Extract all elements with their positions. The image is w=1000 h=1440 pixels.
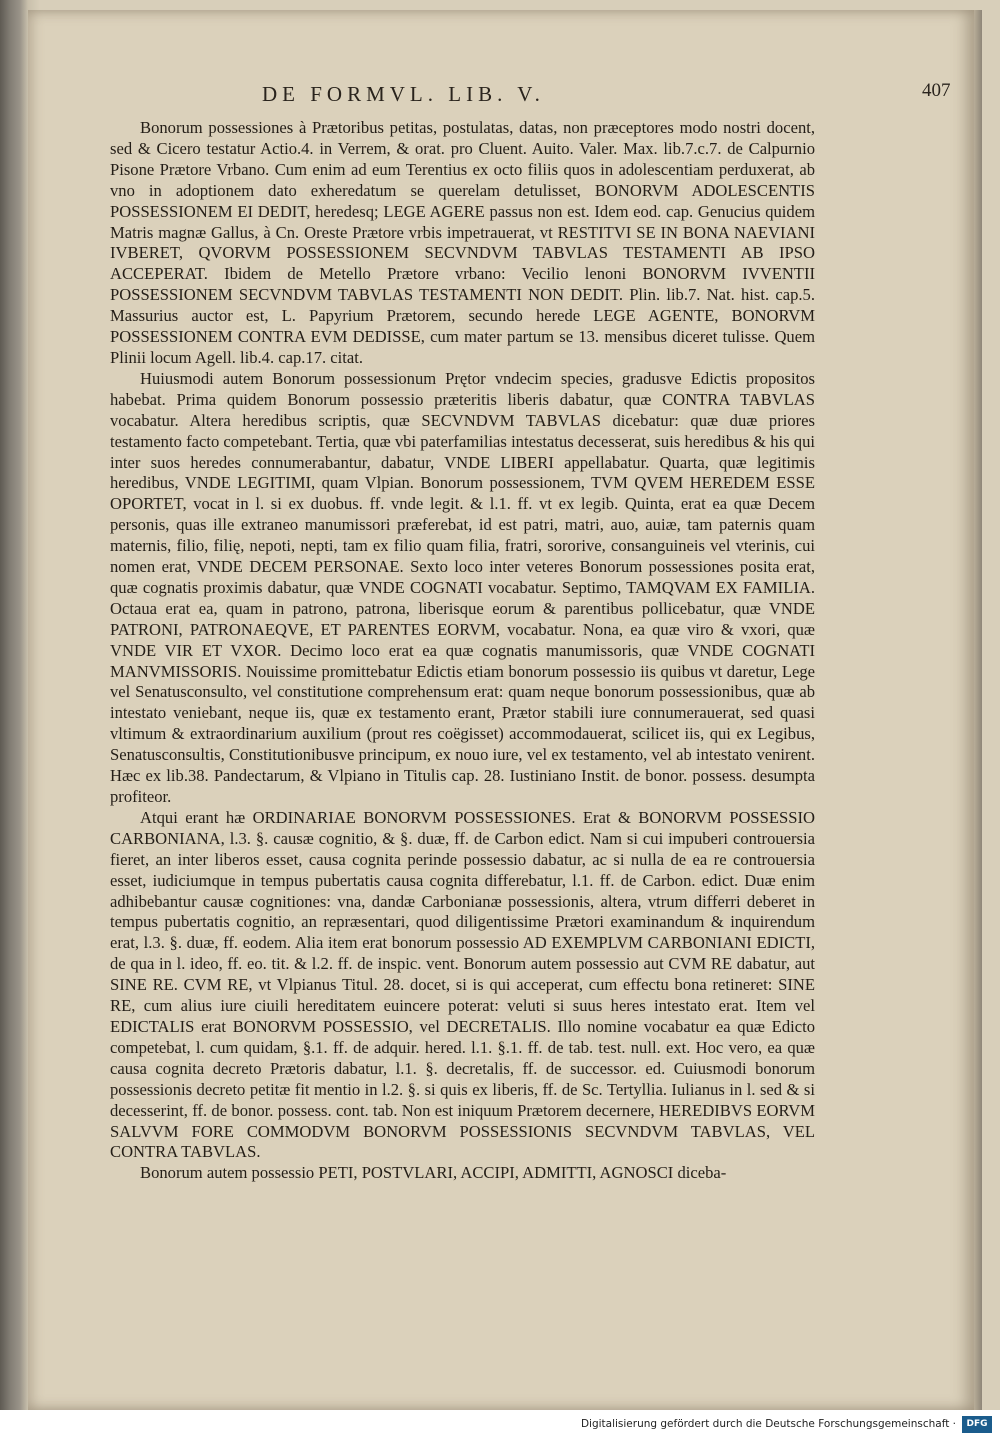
paragraph: Atqui erant hæ ORDINARIAE BONORVM POSSESSIONES. Erat & BONORVM POSSESSIO CARBONIANA, l.3. §. causæ cognitio, & §. duæ, ff. de Carbon edict. Nam si cui impuberi controuersia fieret, an inter liberos esset, causa cognita perinde possessio dabatur, ac si nulla de ea re controuersia esset, iudiciumque in tempus pubertatis causa cognita differebatur, l.1. ff. de Carbon. edict. Duæ enim adhibebantur causæ cognitiones: vna, dandæ Carbonianæ possessionis, altera, vtrum differri deberet in tempus pubertatis cognitio, an repræsentari, quod diligentissime Prætori examinandum & inquirendum erat, l.3. §. duæ, ff. eodem. Alia item erat bonorum possessio AD EXEMPLVM CARBONIANI EDICTI, de qua in l. ideo, ff. eo. tit. & l.2. ff. de inspic. vent. Bonorum autem possessio aut CVM RE dabatur, aut SINE RE. CVM RE, vt Vlpianus Titul. 28. docet, si is qui acceperat, cum effectu bona retineret: SINE RE, cum alius iure ciuili hereditatem euincere poterat: veluti si suus heres intestato erat. Item vel EDICTALIS erat BONORVM POSSESSIO, vel DECRETALIS. Illo nomine vocabatur ea quæ Edicto competebat, l. cum quidam, §.1. ff. de adquir. hered. l.1. §.1. ff. de tab. test. null. ext. Hoc vero, ea quæ causa cognita decreto Prætoris dabatur, l.1. §. decretalis, ff. de successor. ed. Cuiusmodi bonorum possessionis decreto petitæ fit mentio in l.2. §. si quis ex liberis, ff. de Sc. Tertyllia. Iulianus in l. sed & si decesserint, ff. de bonor. possess. cont. tab. Non est iniquum Prætorem decernere, HEREDIBVS EORVM SALVVM FORE COMMODVM BONORVM POSSESSIONIS SECVNDVM TABVLAS, VEL CONTRA TABVLAS. [110, 807, 815, 1162]
paragraph: Bonorum possessiones à Prætoribus petitas, postulatas, datas, non præceptores modo nostri docent, sed & Cicero testatur Actio.4. in Verrem, & orat. pro Cluent. Auito. Valer. Max. lib.7.c.7. de Calpurnio Pisone Prætore Vrbano. Cum enim ad eum Terentius ex octo filiis quos in adolescentiam perduxerat, ab vno in adoptionem dato exheredatum se querelam detulisset, BONORVM ADOLESCENTIS POSSESSIONEM EI DEDIT, heredesq; LEGE AGERE passus non est. Idem eod. cap. Genucius quidem Matris magnæ Gallus, à Cn. Oreste Prætore vrbis impetrauerat, vt RESTITVI SE IN BONA NAEVIANI IVBERET, QVORVM POSSESSIONEM SECVNDVM TABVLAS TESTAMENTI AB IPSO ACCEPERAT. Ibidem de Metello Prætore vrbano: Vecilio lenoni BONORVM IVVENTII POSSESSIONEM SECVNDVM TABVLAS TESTAMENTI NON DEDIT. Plin. lib.7. Nat. hist. cap.5. Massurius auctor est, L. Papyrium Prætorem, secundo herede LEGE AGENTE, BONORVM POSSESSIONEM CONTRA EVM DEDISSE, cum mater partum se 13. mensibus diceret tulisse. Quem Plinii locum Agell. lib.4. cap.17. citat. [110, 118, 815, 367]
footer-bar [0, 1410, 1000, 1440]
page-number: 407 [922, 80, 951, 101]
body-text [110, 118, 815, 1248]
page-edge [974, 10, 982, 1410]
running-title: DE FORMVL. LIB. V. [262, 82, 545, 106]
funding-credit: Digitalisierung gefördert durch die Deutsche Forschungsgemeinschaft · [580, 1418, 956, 1430]
paragraph: Bonorum autem possessio PETI, POSTVLARI, ACCIPI, ADMITTI, AGNOSCI diceba- [140, 1163, 727, 1183]
dfg-logo-icon: DFG [962, 1416, 992, 1433]
paragraph: Huiusmodi autem Bonorum possessionum Prętor vndecim species, gradusve Edictis propositos habebat. Prima quidem Bonorum possessio præteritis liberis dabatur, quæ CONTRA TABVLAS vocabatur. Altera heredibus scriptis, quæ SECVNDVM TABVLAS dicebatur: quæ duæ priores testamento facto competebant. Tertia, quæ vbi paterfamilias intestatus decesserat, suis heredibus & his qui inter suos heredes connumerabantur, dabatur, VNDE LIBERI appellabatur. Quarta, quæ legitimis heredibus, VNDE LEGITIMI, quam Vlpian. Bonorum possessionem, TVM QVEM HEREDEM ESSE OPORTET, vocat in l. si ex duobus. ff. vnde legit. & l.1. ff. vt ex legib. Quinta, erat ea quæ Decem personis, quas ille extraneo manumissori præferebat, id est patri, matri, auo, auiæ, tam paternis quam maternis, filio, filię, nepoti, nepti, tam ex filio quam filia, fratri, sororive, consanguineis vel vterinis, cui nomen erat, VNDE DECEM PERSONAE. Sexto loco inter veteres Bonorum possessiones posita erat, quæ cognatis proximis dabatur, quæ VNDE COGNATI vocabatur. Septimo, TAMQVAM EX FAMILIA. Octaua erat ea, quam in patrono, patrona, liberisque eorum & parentibus pollicebatur, quæ VNDE PATRONI, PATRONAEQVE, ET PARENTES EORVM, vocabatur. Nona, ea quæ viro & vxori, quæ VNDE VIR ET VXOR. Decimo loco erat ea quæ cognatis manumissoris, quæ VNDE COGNATI MANVMISSORIS. Nouissime promittebatur Edictis etiam bonorum possessio iis quibus vt daretur, Lege vel Senatusconsulto, vel constitutione comprehensum erat: quam neque bonorum possessionibus, quæ ab intestato veniebant, neque iis, quæ ex testamento erant, Prætor stabili iure connumerauerat, sed quasi vltimum & extraordinarium auxilium (prout res coëgisset) accommodauerat, scilicet iis, qui ex Legibus, Senatusconsultis, Constitutionibusve principum, ex nouo iure, vel ex testamento, vel ab intestato venirent. Hæc ex lib.38. Pandectarum, & Vlpiano in Titulis cap. 28. Iustiniano Instit. de bonor. possess. desumpta profiteor. [110, 368, 815, 806]
